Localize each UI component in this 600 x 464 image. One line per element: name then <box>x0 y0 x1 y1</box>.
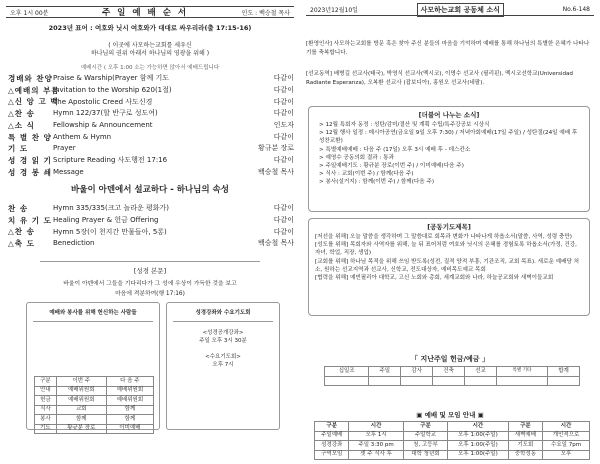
order-row <box>8 167 294 179</box>
order-person: 다같이 <box>273 132 294 141</box>
order-desc: Healing Prayer & 헌금 Offering <box>53 216 159 225</box>
order-desc: Hymn 122/37(할 반구로 성도여) <box>53 109 158 118</box>
news-item: > 주일예배기도 : 황규분 장로(이번 주) / 이미예배(다음 주) <box>319 163 464 170</box>
prayer-item: [협력을 위해] 예빈필리아 대학교, 고신 노회와 총회, 세계교회와 나라, 하늘공교회와 새벽이들교회 <box>315 275 554 282</box>
table-header <box>315 422 590 432</box>
news-item: > 봉사(설거지) : 함께(이번 주) / 함께(다음 주) <box>319 179 435 186</box>
servants-table <box>34 376 154 434</box>
order-desc: Invitation to the Worship 620(1절) <box>53 86 172 95</box>
cell: 주일학교 <box>403 431 447 441</box>
offering-title: 「 지난주일 헌금/예금 」 <box>411 355 489 363</box>
cell <box>433 376 465 386</box>
cell: 개인적으로 <box>543 431 590 441</box>
issue-no: No.6-148 <box>562 6 590 13</box>
cell: 오후 1시 <box>349 431 403 441</box>
together-title: [더불어 나누는 소식] <box>418 111 480 119</box>
order-desc: Benediction <box>53 239 95 248</box>
table-row <box>315 441 590 451</box>
order-desc: Praise & Warship(Prayer 함께 기도 <box>53 74 170 83</box>
cell: 청, 고등부 <box>403 441 447 451</box>
study-box <box>166 302 280 430</box>
cell: 새벽예배 <box>508 431 542 441</box>
header-cell: 이번 주 <box>56 377 106 387</box>
order-name: 기 도 <box>8 144 29 154</box>
header-cell: 십일조 <box>325 367 369 377</box>
header-cell: 시간 <box>349 422 403 432</box>
cell: 이미예배 <box>106 424 153 434</box>
verse-line: 바울이 아덴에서 그들을 기다리다가 그 성에 우상이 가득한 것을 보고 <box>63 281 237 287</box>
cell: 오후 1:00(주일) <box>448 450 509 460</box>
header-cell: 다 음 주 <box>106 377 153 387</box>
news-header <box>306 4 594 16</box>
service-time: 오후 1시 00분 <box>10 9 49 17</box>
servants-title: 예배와 봉사를 위해 헌신하는 사람들 <box>49 310 137 316</box>
cell: 중학정동 <box>508 450 542 460</box>
order-name: 성 경 봉 쇄 <box>8 167 52 177</box>
order-desc: Message <box>53 167 84 176</box>
schedule-table <box>314 421 590 460</box>
cell <box>465 376 497 386</box>
header-cell: 감사 <box>401 367 433 377</box>
header-cell: 시간 <box>448 422 509 432</box>
cell: 주일예배 <box>315 431 349 441</box>
order-name: 경배와 찬양 <box>8 74 53 84</box>
order-list <box>8 73 294 178</box>
order-row <box>8 155 294 167</box>
prayer-item: [성도를 위해] 목회자와 사역자를 위해, 늘 뒤 표어처럼 여호와 닛시의 은혜를 경험토록 하옵소서(가정, 건강, 자녀, 학업, 직장, 생업) <box>315 242 577 257</box>
table-row <box>35 405 154 415</box>
cell: 오후 <box>543 450 590 460</box>
sermon-title: 바울이 아덴에서 설교하다 - 하나님의 속성 <box>71 185 229 195</box>
worship-note: 예배시간 ( 오후 1:00 소는 가능하면 앉아서 예배드립니다 <box>80 65 220 71</box>
prayer-item: [교회를 위해] 하나님 목적을 위해 쓰임 받도록(성전, 질적 양적 부흥, 기관조직, 교회 목표). 새로운 예배당 처소, 원하는 선교지역과 선교사, 신학교, 전도대상자, 예비목도예교 목회 <box>315 258 580 273</box>
order-desc: Anthem & Hymn <box>53 132 112 141</box>
study-line <box>167 344 279 352</box>
order-person: 황규분 장로 <box>257 144 294 153</box>
cell: 교회 <box>56 405 106 415</box>
order-person: 다같이 <box>273 227 294 236</box>
order-row <box>8 215 294 227</box>
cell: 오후 1:00(주일) <box>448 441 509 451</box>
order-desc: Hymn 335/335(크고 놀라운 평화가) <box>53 204 169 213</box>
order-row <box>8 73 294 85</box>
news-item: > 특별예배예배 : 다음 주 (17일) 오후 3시 예배 후 - 데스칸소 <box>319 146 471 153</box>
prayer-box <box>308 218 590 316</box>
order-row <box>8 203 294 215</box>
header-cell: 합계 <box>548 367 580 377</box>
order-header <box>6 6 294 18</box>
order-name: 성 경 읽 기 <box>8 155 52 165</box>
year-theme: 2023년 표어 : 여호와 닛시 여호와가 대대로 싸우리라(출 17:15-16) <box>48 24 252 32</box>
news-item: > 12월 행사 일정 : 메시아공연(금요일 9일 오후 7:30) / 저녁아회예배(17일 주일) / 성탄절(24일 예배 후 성찬교환) <box>319 130 578 145</box>
order-name: △소 식 <box>8 120 35 130</box>
news-item: > 12월 특회자 동정 : 성탄/감미/결산 및 계획 수립/특주강공보 시상식 <box>319 122 490 128</box>
order-name: △찬 송 <box>8 227 35 237</box>
order-name: △예배의 부름 <box>8 85 60 95</box>
table-row <box>315 431 590 441</box>
order-name: 찬 송 <box>8 204 29 214</box>
cell: 황규분 장로 <box>56 424 106 434</box>
order-desc: Scripture Reading 사도행전 17:16 <box>53 156 168 165</box>
cell: 수요일 7pm <box>543 441 590 451</box>
order-name: △찬 송 <box>8 109 35 119</box>
order-row <box>8 120 294 132</box>
cell: 함께 <box>106 405 153 415</box>
order-row <box>8 226 294 238</box>
order-name: 치 유 기 도 <box>8 215 52 225</box>
order-title: 주 일 예 배 순 서 <box>102 8 189 18</box>
table-row <box>315 450 590 460</box>
order-person: 다같이 <box>273 97 294 106</box>
study-title: 성경강좌와 수요기도회 <box>195 310 251 316</box>
order-row <box>8 96 294 108</box>
cell: 봉사 <box>35 415 57 425</box>
verse-line: 마음에 격분하여(행 17:16) <box>115 291 185 297</box>
order-name: △축 도 <box>8 239 35 249</box>
divider <box>173 321 273 322</box>
cell: 구역모임 <box>315 450 349 460</box>
schedule-title: ▣ 예배 및 모임 안내 ▣ <box>416 411 484 419</box>
header-cell: 선교 <box>465 367 497 377</box>
order-person: 다같이 <box>273 216 294 225</box>
right-page <box>300 0 600 464</box>
table-header <box>35 377 154 387</box>
table-header <box>325 367 580 377</box>
cell: 안내 <box>35 386 57 396</box>
prayer-title: [공동기도제목] <box>427 223 471 231</box>
study-line: <수요기도회> <box>205 354 241 360</box>
cell <box>548 376 580 386</box>
mission-text: [선교동역] 배병길 선교사(태국), 박영식 선교사(멕시코), 이명수 선교사 (필리핀), 멕시코선학교(Universidad Radiante Esperanza), 오복환 선교사 (잡보디아), 홍원오 선교사(네팔). <box>306 71 573 86</box>
table-row <box>35 396 154 406</box>
header-cell: 구분 <box>35 377 57 387</box>
order-person: 백승철 목사 <box>257 167 294 176</box>
table-row <box>35 386 154 396</box>
cell <box>401 376 433 386</box>
divider <box>40 261 260 262</box>
cell: 헌금 <box>35 396 57 406</box>
cell: 주일 3:30 pm <box>349 441 403 451</box>
order-desc: Fellowship & Announcement <box>53 121 153 130</box>
order-person: 다같이 <box>273 109 294 118</box>
cell: 성경강좌 <box>315 441 349 451</box>
order-list-2 <box>8 203 294 250</box>
order-row <box>8 85 294 97</box>
table-row <box>325 376 580 386</box>
cell: 함께 <box>106 415 153 425</box>
order-row <box>8 143 294 155</box>
order-name: △신 앙 고 백 <box>8 97 59 107</box>
order-person: 인도자 <box>273 121 294 130</box>
bulletin-date: 2023년12월10일 <box>310 7 358 14</box>
news-item: > 식사 : 교회(이번 주) / 함께(다음 주) <box>319 171 414 178</box>
cell <box>496 376 547 386</box>
cell: 셋 주 식사 후 <box>349 450 403 460</box>
order-row <box>8 131 294 143</box>
cell: 예배위원회 <box>56 396 106 406</box>
order-person: 다같이 <box>273 86 294 95</box>
intro-2: 하나님의 권위 아래서 하나님의 영광을 위해 ) <box>90 50 210 57</box>
header-cell: 주일 <box>369 367 401 377</box>
study-line: <성경공개강좌> <box>202 330 244 336</box>
divider <box>33 321 153 322</box>
cell: 함께 <box>56 415 106 425</box>
header-cell: 구분 <box>508 422 542 432</box>
leader-name: 인도 : 백승철 목사 <box>241 9 290 17</box>
cell: 오후 1:00(주일) <box>448 431 509 441</box>
header-cell: 구분 <box>315 422 349 432</box>
welcome-text: [환영인사] 사모하는교회를 방문 혹은 찾아 주신 분들의 마음을 기억하며 예배를 통해 하나님의 특별한 은혜가 나타나기를 축복합니다. <box>306 41 590 56</box>
cell: 대학 청년회 <box>403 450 447 460</box>
order-desc: Hymn 5장(이 천지간 만물들아, 5롱) <box>53 227 167 236</box>
cell: 식사 <box>35 405 57 415</box>
order-row <box>8 108 294 120</box>
news-item: > 예영수 공동의회 결과 : 통과 <box>319 154 394 161</box>
cell: 기도회 <box>508 441 542 451</box>
table-row <box>35 415 154 425</box>
prayer-item: [저선을 위해] 오늘 말씀을 생각하며 그 말씀대로 회목과 변화가 나타나게 하옵소서(말씀, 사역, 성령 충만) <box>315 234 572 240</box>
header-cell: 특별 기타 <box>496 367 547 377</box>
cell: 예배위원회 <box>56 386 106 396</box>
order-name: 특 별 찬 양 <box>8 132 52 142</box>
order-desc: Prayer <box>53 144 76 153</box>
order-person: 백승철 목사 <box>257 239 294 248</box>
cell: 기도 <box>35 424 57 434</box>
cell <box>369 376 401 386</box>
news-title: 사모하는교회 공동체 소식 <box>417 3 504 17</box>
together-box <box>308 106 590 212</box>
study-line: 오후 7시 <box>212 362 234 368</box>
header-cell: 구분 <box>403 422 447 432</box>
intro-1: ( 이곳에 사모하는교회를 세우신 <box>108 42 192 49</box>
order-row <box>8 238 294 250</box>
order-person: 다같이 <box>273 204 294 213</box>
offering-table <box>324 366 580 386</box>
cell: 예배위원회 <box>106 396 153 406</box>
verse-title: [성경 본문] <box>133 267 167 275</box>
order-person: 다같이 <box>273 156 294 165</box>
cell <box>325 376 369 386</box>
header-cell: 건축 <box>433 367 465 377</box>
order-desc: The Apostolic Creed 사도신경 <box>53 97 153 106</box>
study-line: 주일 오후 3시 30분 <box>199 338 247 344</box>
order-person: 다같이 <box>273 74 294 83</box>
table-row <box>35 424 154 434</box>
cell: 예배위원회 <box>106 386 153 396</box>
header-cell: 시간 <box>543 422 590 432</box>
